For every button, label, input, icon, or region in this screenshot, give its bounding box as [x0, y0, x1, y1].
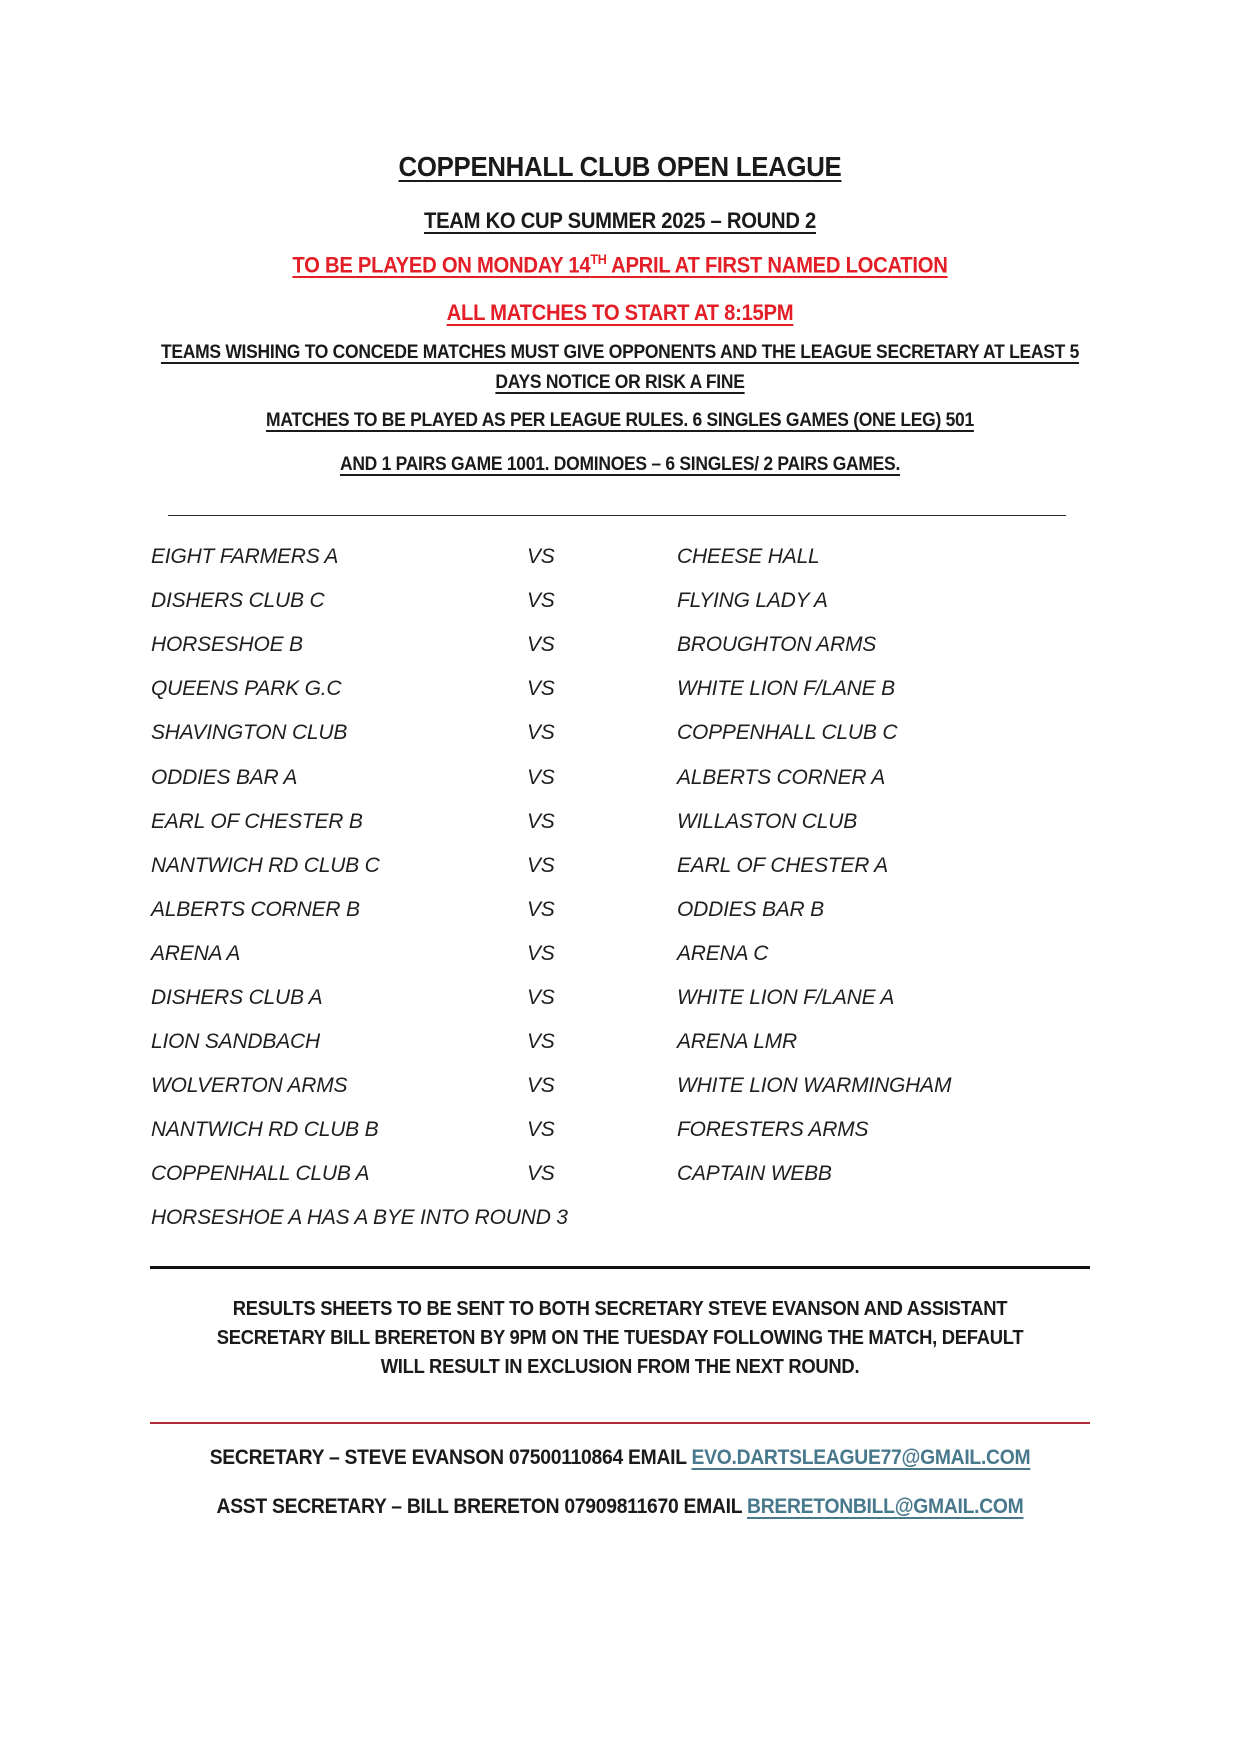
results-instructions-line-1: RESULTS SHEETS TO BE SENT TO BOTH SECRETARY STEVE EVANSON AND ASSISTANT [232, 1298, 1008, 1320]
red-divider-line [150, 1422, 1090, 1424]
fixture-row [151, 986, 1111, 1030]
fixture-home-team: ARENA A [151, 941, 241, 965]
play-date-notice [50, 252, 1191, 278]
fixture-away-team: CHEESE HALL [677, 545, 820, 568]
fixture-away-team: CAPTAIN WEBB [677, 1162, 832, 1186]
fixture-vs-label: VS [527, 545, 555, 568]
fixture-away-team: BROUGHTON ARMS [677, 633, 877, 657]
asst-secretary-email-link[interactable]: BRERETONBILL@GMAIL.COM [747, 1495, 1024, 1518]
fixture-home-team: DISHERS CLUB A [151, 986, 323, 1009]
fixture-row [151, 810, 1111, 854]
fixture-home-team: ODDIES BAR A [151, 765, 298, 789]
fixture-row [151, 545, 1111, 589]
fixture-away-team: ARENA C [677, 941, 769, 965]
fixture-away-team: WHITE LION F/LANE A [677, 986, 895, 1009]
fixture-vs-label: VS [527, 633, 555, 657]
secretary-contact-line [50, 1446, 1191, 1470]
fixture-home-team: LION SANDBACH [151, 1030, 320, 1054]
fixture-row [151, 1162, 1111, 1206]
fixture-away-team: EARL OF CHESTER A [677, 853, 888, 877]
fixture-vs-label: VS [527, 986, 555, 1009]
fixture-vs-label: VS [527, 1162, 555, 1186]
format-rule-line-2: AND 1 PAIRS GAME 1001. DOMINOES – 6 SINGLES/ 2 PAIRS GAMES. [339, 454, 901, 475]
fixture-home-team: EARL OF CHESTER B [151, 809, 363, 833]
fixture-row [151, 1074, 1111, 1118]
fixture-vs-label: VS [527, 897, 555, 921]
fixture-away-team: FLYING LADY A [677, 589, 828, 613]
fixtures-list [151, 545, 1111, 1225]
secretary-email-link[interactable]: EVO.DARTSLEAGUE77@GMAIL.COM [691, 1446, 1031, 1469]
asst-secretary-contact-line [50, 1495, 1191, 1519]
play-date-ordinal: TH [590, 252, 607, 267]
start-time-notice: ALL MATCHES TO START AT 8:15PM [446, 300, 794, 325]
concede-rule-line-2: DAYS NOTICE OR RISK A FINE [495, 372, 745, 393]
concede-rule-line-1: TEAMS WISHING TO CONCEDE MATCHES MUST GIVE OPPONENTS AND THE LEAGUE SECRETARY AT LEAST 5 [160, 342, 1080, 363]
fixture-row [151, 677, 1111, 721]
fixture-home-team: DISHERS CLUB C [151, 589, 325, 613]
fixture-vs-label: VS [527, 721, 555, 745]
fixture-home-team: HORSESHOE B [151, 633, 303, 657]
asst-secretary-contact-label: ASST SECRETARY – BILL BRERETON 07909811670 EMAIL [216, 1495, 748, 1518]
fixture-away-team: WHITE LION F/LANE B [677, 677, 895, 701]
results-instructions-line-3: WILL RESULT IN EXCLUSION FROM THE NEXT ROUND. [380, 1356, 860, 1378]
fixture-row [151, 1030, 1111, 1074]
fixture-vs-label: VS [527, 1074, 555, 1098]
fixture-away-team: WHITE LION WARMINGHAM [677, 1074, 952, 1098]
fixture-row [151, 898, 1111, 942]
results-instructions-line-2: SECRETARY BILL BRERETON BY 9PM ON THE TUESDAY FOLLOWING THE MATCH, DEFAULT [216, 1327, 1024, 1349]
fixture-away-team: COPPENHALL CLUB C [677, 721, 898, 745]
play-date-prefix: TO BE PLAYED ON MONDAY 14 [292, 252, 591, 278]
fixture-vs-label: VS [527, 853, 555, 877]
fixture-home-team: EIGHT FARMERS A [151, 545, 339, 568]
fixture-away-team: ALBERTS CORNER A [677, 765, 886, 789]
secretary-contact-label: SECRETARY – STEVE EVANSON 07500110864 EMAIL [209, 1446, 692, 1469]
fixture-row [151, 633, 1111, 677]
fixture-vs-label: VS [527, 809, 555, 833]
fixture-vs-label: VS [527, 1118, 555, 1142]
fixture-home-team: NANTWICH RD CLUB C [151, 853, 380, 877]
results-divider-line [150, 1266, 1090, 1269]
top-divider-line [168, 515, 1066, 516]
format-rule-line-1: MATCHES TO BE PLAYED AS PER LEAGUE RULES. 6 SINGLES GAMES (ONE LEG) 501 [266, 410, 974, 431]
fixture-row [151, 589, 1111, 633]
fixture-vs-label: VS [527, 589, 555, 613]
fixture-row [151, 854, 1111, 898]
play-date-suffix: APRIL AT FIRST NAMED LOCATION [606, 252, 948, 278]
fixture-home-team: ALBERTS CORNER B [151, 897, 360, 921]
fixture-home-team: NANTWICH RD CLUB B [151, 1118, 379, 1142]
fixture-row [151, 766, 1111, 810]
fixture-row [151, 1118, 1111, 1162]
fixture-home-team: WOLVERTON ARMS [151, 1074, 348, 1098]
bye-note: HORSESHOE A HAS A BYE INTO ROUND 3 [151, 1206, 568, 1229]
fixture-home-team: SHAVINGTON CLUB [151, 721, 348, 745]
fixture-home-team: COPPENHALL CLUB A [151, 1162, 370, 1186]
fixture-vs-label: VS [527, 1030, 555, 1054]
fixture-away-team: FORESTERS ARMS [677, 1118, 869, 1142]
fixture-row [151, 942, 1111, 986]
fixture-row [151, 721, 1111, 765]
fixture-vs-label: VS [527, 765, 555, 789]
fixture-home-team: QUEENS PARK G.C [151, 677, 342, 701]
fixture-vs-label: VS [527, 677, 555, 701]
fixture-away-team: ODDIES BAR B [677, 897, 824, 921]
fixture-away-team: ARENA LMR [677, 1030, 797, 1054]
results-instructions [50, 1295, 1191, 1382]
page-subtitle: TEAM KO CUP SUMMER 2025 – ROUND 2 [423, 208, 817, 233]
fixture-away-team: WILLASTON CLUB [677, 809, 858, 833]
fixture-vs-label: VS [527, 941, 555, 965]
page-title: COPPENHALL CLUB OPEN LEAGUE [398, 151, 842, 182]
